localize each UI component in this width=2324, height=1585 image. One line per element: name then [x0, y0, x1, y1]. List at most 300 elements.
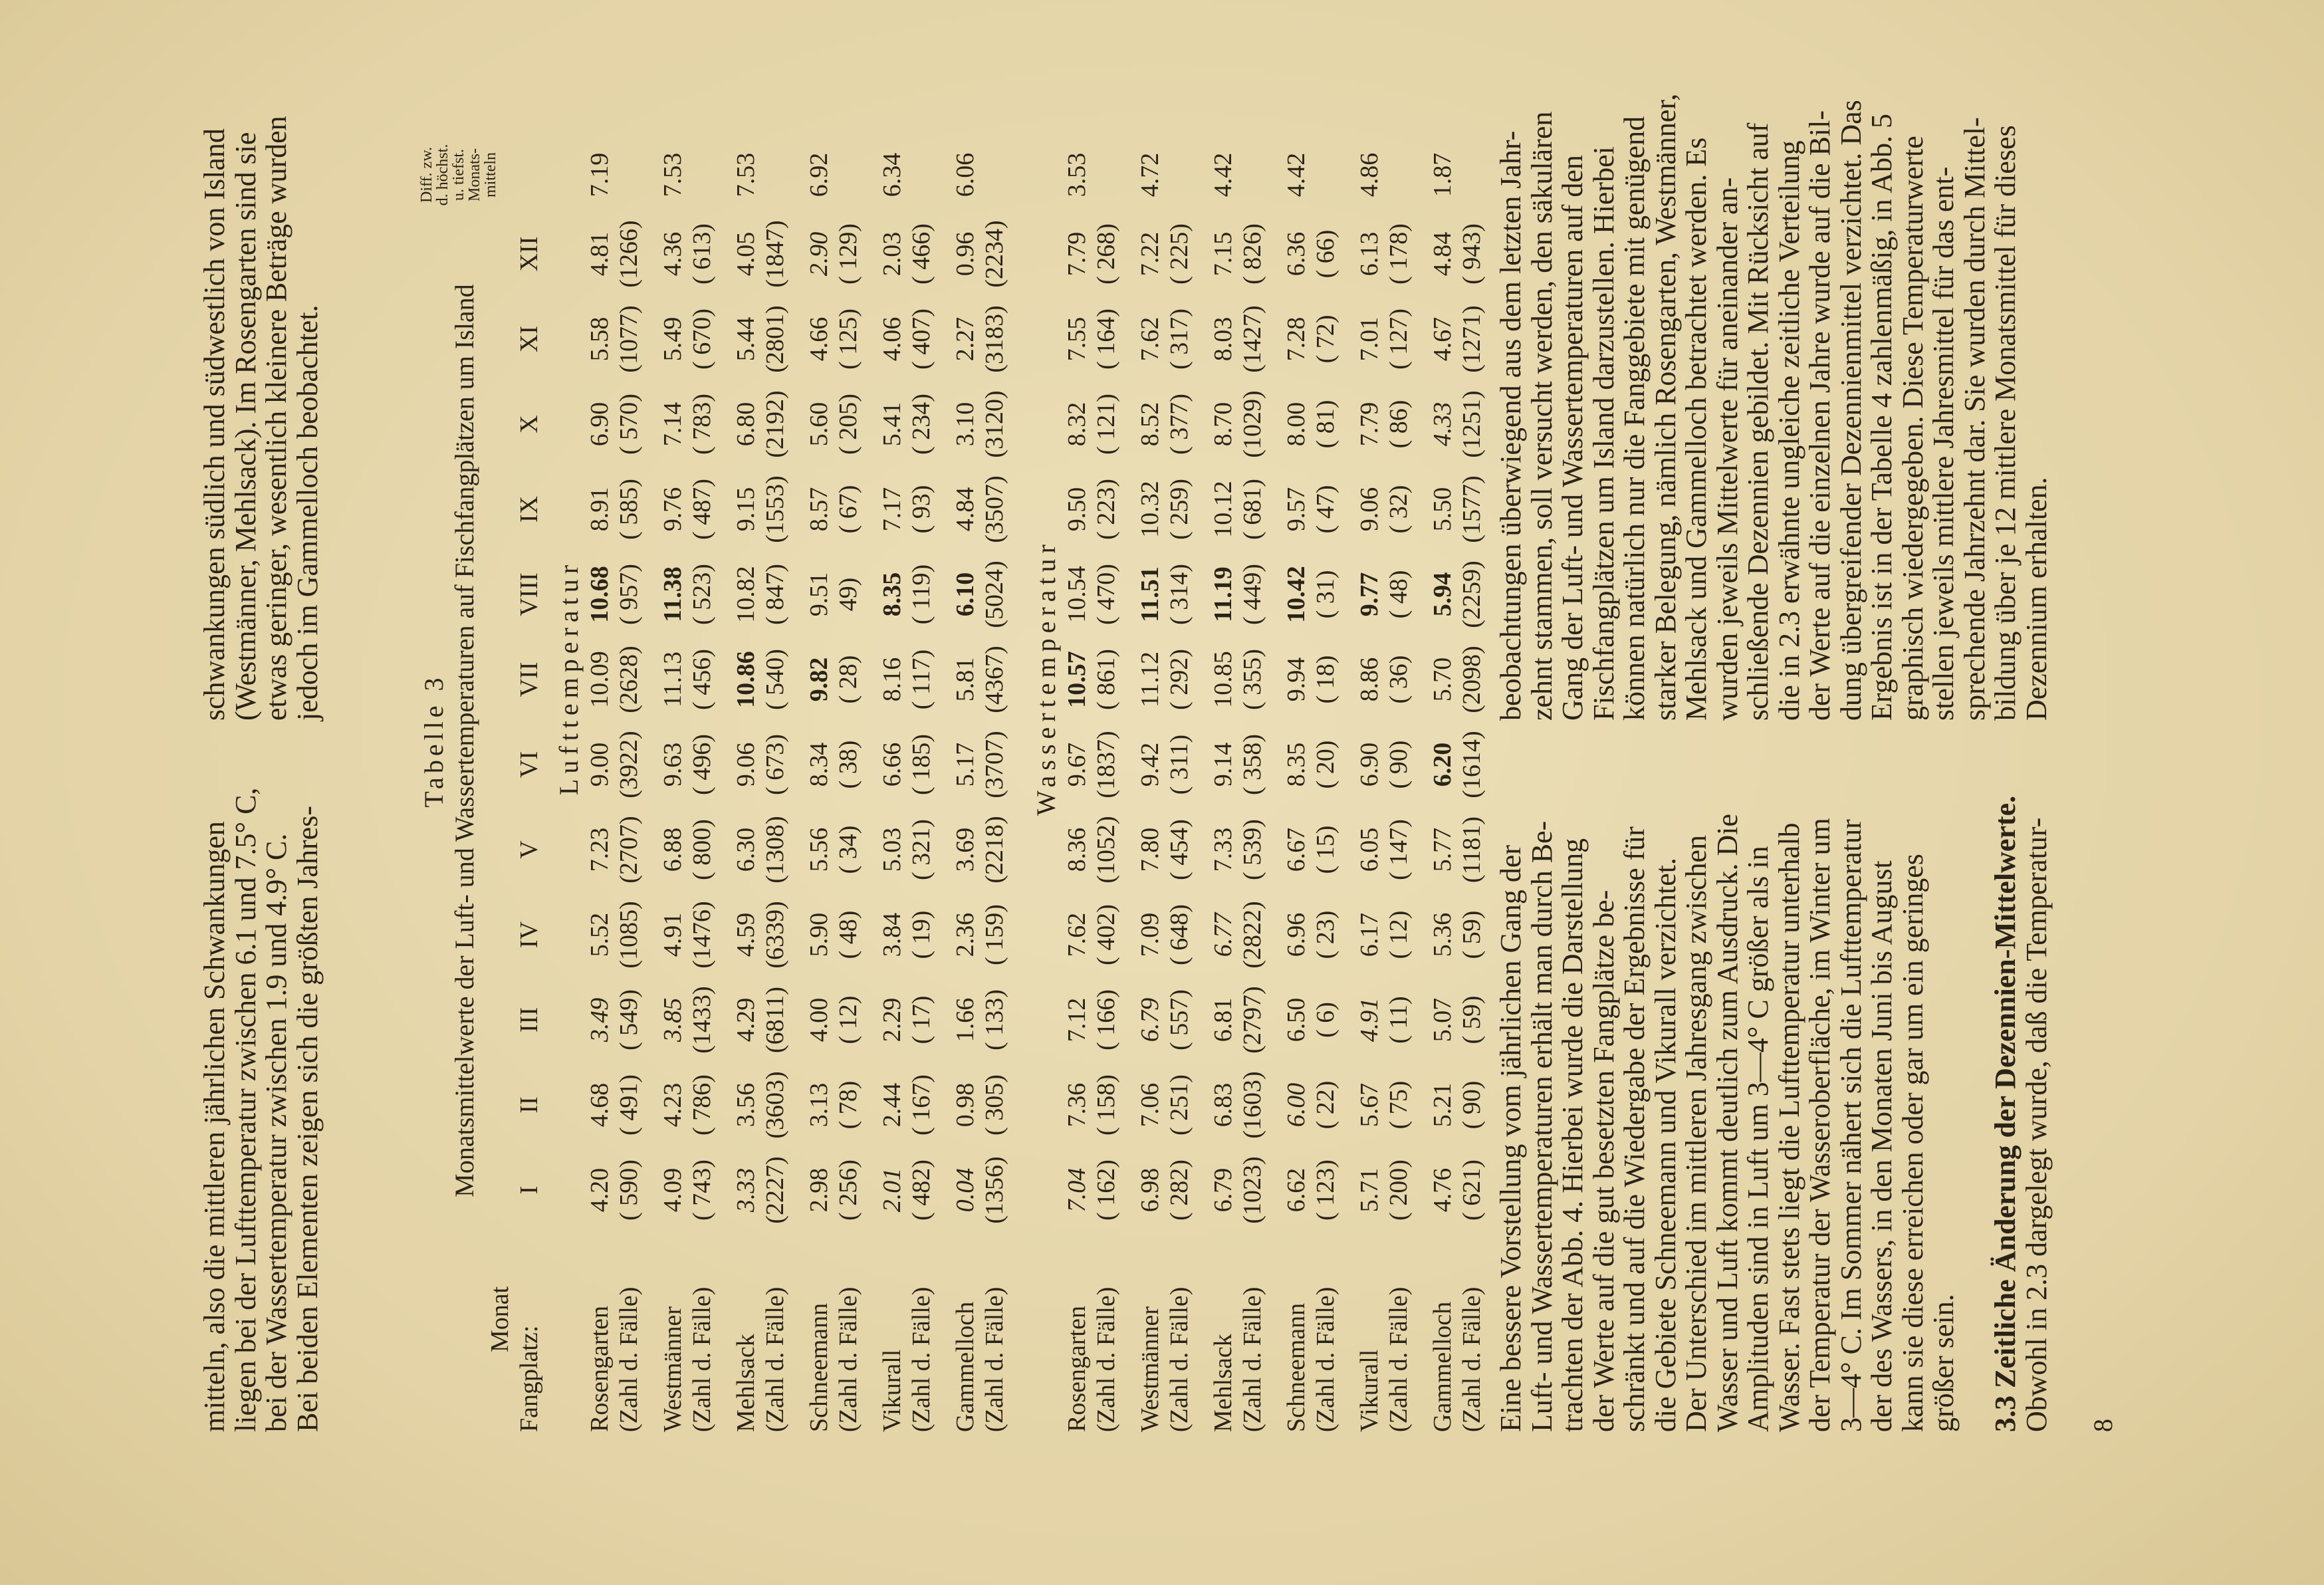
- value-cell: 8.35: [1282, 742, 1310, 787]
- spacer: [1960, 761, 1991, 1432]
- value-cell: 10.54: [1063, 566, 1091, 623]
- count-label: (Zahl d. Fälle): [1238, 1286, 1266, 1432]
- count-label: (Zahl d. Fälle): [1312, 1286, 1339, 1432]
- value-cell: 7.55: [1063, 316, 1091, 362]
- table-row-counts: [1092, 16, 1121, 1432]
- value-cell: 9.94: [1282, 657, 1310, 702]
- value-cell: 4.36: [659, 231, 687, 277]
- count-cell: ( 48): [834, 910, 862, 959]
- count-cell: ( 861): [1092, 649, 1120, 710]
- value-cell: 6.10: [951, 572, 979, 617]
- value-cell: 2.44: [878, 1082, 906, 1128]
- count-cell: ( 147): [1385, 819, 1413, 880]
- text-line: liegen bei der Lufttemperatur zwischen 6.1 und 7.5° C,: [229, 787, 262, 1432]
- value-cell: 6.88: [659, 827, 687, 872]
- count-cell: ( 164): [1092, 308, 1120, 370]
- value-cell: 9.00: [586, 742, 614, 787]
- count-cell: ( 75): [1385, 1080, 1413, 1130]
- count-cell: (1029): [1238, 390, 1266, 458]
- count-cell: ( 590): [615, 1159, 643, 1221]
- diff-cell: 7.19: [586, 152, 614, 197]
- value-cell: 5.21: [1429, 1082, 1456, 1128]
- table-row-values: [1428, 16, 1457, 1432]
- count-cell: ( 358): [1238, 734, 1266, 795]
- value-cell: 6.30: [732, 827, 760, 872]
- count-cell: ( 454): [1165, 819, 1193, 880]
- count-cell: ( 449): [1238, 564, 1266, 625]
- value-cell: 0.96: [951, 231, 979, 277]
- count-cell: (3707): [981, 731, 1008, 798]
- count-cell: ( 681): [1238, 479, 1266, 540]
- count-cell: ( 66): [1312, 229, 1339, 279]
- count-cell: ( 81): [1312, 400, 1339, 449]
- count-cell: ( 402): [1092, 904, 1120, 965]
- value-cell: 6.13: [1355, 231, 1383, 277]
- value-cell: 2.01: [878, 1167, 906, 1213]
- value-cell: 3.33: [732, 1167, 760, 1213]
- value-cell: 5.94: [1429, 572, 1456, 617]
- value-cell: 9.42: [1136, 742, 1164, 787]
- count-cell: (2797): [1238, 986, 1266, 1054]
- table-title: Monatsmittelwerte der Luft- und Wassertemperaturen auf Fischfangplätzen um Island: [449, 284, 479, 1197]
- table-header-months: [515, 16, 544, 1432]
- table-row-counts: [614, 16, 643, 1432]
- value-cell: 4.20: [586, 1167, 614, 1213]
- value-cell: 6.66: [878, 742, 906, 787]
- count-cell: ( 129): [834, 223, 862, 285]
- count-cell: (1085): [615, 901, 643, 969]
- value-cell: 6.67: [1282, 827, 1310, 872]
- count-cell: ( 496): [688, 734, 716, 795]
- count-label: (Zahl d. Fälle): [834, 1286, 862, 1432]
- value-cell: 7.14: [659, 402, 687, 447]
- count-cell: ( 355): [1238, 649, 1266, 710]
- value-cell: 4.06: [878, 316, 906, 362]
- value-cell: 10.12: [1209, 481, 1237, 538]
- table-row-values: [877, 16, 907, 1432]
- count-cell: ( 59): [1458, 995, 1486, 1044]
- value-cell: 5.49: [659, 316, 687, 362]
- table-row-values: [731, 16, 760, 1432]
- value-cell: 8.34: [805, 742, 833, 787]
- table-row-values: [1135, 16, 1165, 1432]
- value-cell: 6.96: [1282, 912, 1310, 957]
- text-line: Dezennium erhalten.: [2020, 477, 2053, 721]
- count-cell: ( 225): [1165, 223, 1193, 285]
- value-cell: 10.68: [586, 566, 614, 623]
- count-cell: ( 86): [1385, 400, 1413, 449]
- value-cell: 9.15: [732, 487, 760, 532]
- value-cell: 7.12: [1063, 997, 1091, 1042]
- count-cell: ( 539): [1238, 819, 1266, 880]
- table-row-values: [1209, 16, 1238, 1432]
- text-line: jedoch im Gammelloch beobachtet.: [290, 305, 324, 721]
- diff-cell: 4.72: [1136, 152, 1164, 197]
- count-cell: ( 67): [834, 485, 862, 534]
- count-cell: ( 90): [1458, 1080, 1486, 1130]
- text-line: starker Belegung, nämlich Rosengarten, Westmänner,: [1649, 93, 1682, 721]
- value-cell: 7.04: [1063, 1167, 1091, 1213]
- value-cell: 9.76: [659, 487, 687, 532]
- count-cell: (2822): [1238, 901, 1266, 969]
- count-cell: (6811): [761, 987, 789, 1053]
- place-name: Rosengarten: [586, 1306, 614, 1432]
- diff-cell: 1.87: [1429, 152, 1456, 197]
- value-cell: 9.77: [1355, 572, 1383, 617]
- monat-header: Monat: [486, 1286, 514, 1352]
- count-cell: (2192): [761, 390, 789, 458]
- value-cell: 10.86: [732, 651, 760, 708]
- fangplatz-header: Fangplatz:: [515, 1325, 543, 1432]
- text-line: der Werte auf die einzelnen Jahre wurde auf die Bil-: [1803, 110, 1836, 721]
- count-cell: ( 127): [1385, 308, 1413, 370]
- count-cell: ( 125): [834, 308, 862, 370]
- value-cell: 6.80: [732, 402, 760, 447]
- text-line: bildung über je 12 mittlere Monatsmittel für dieses: [1989, 125, 2022, 721]
- count-cell: ( 557): [1165, 989, 1193, 1050]
- value-cell: 10.42: [1282, 566, 1310, 623]
- text-line: beobachtungen überwiegend aus dem letzten Jahr-: [1494, 130, 1527, 721]
- count-cell: ( 28): [834, 655, 862, 704]
- value-cell: 4.67: [1429, 316, 1456, 362]
- count-cell: ( 133): [981, 989, 1008, 1050]
- text-line: größer sein.: [1927, 1294, 1960, 1432]
- value-cell: 5.17: [951, 742, 979, 787]
- count-cell: ( 670): [688, 308, 716, 370]
- text-line: Fischfangplätzen um Island darzustellen. Hierbei: [1587, 146, 1620, 721]
- month-header-XII: XII: [515, 236, 543, 272]
- count-cell: ( 59): [1458, 910, 1486, 959]
- diff-header-line: d. höchst.: [434, 144, 451, 206]
- text-line: Mehlsack und Gammelloch betrachtet werden. Es: [1680, 137, 1712, 721]
- text-line: zehnt stammen, soll versucht werden, den säkulären: [1525, 111, 1558, 721]
- value-cell: 5.71: [1355, 1167, 1383, 1213]
- value-cell: 11.38: [659, 566, 687, 622]
- count-cell: ( 800): [688, 819, 716, 880]
- value-cell: 7.79: [1355, 402, 1383, 447]
- count-cell: (1433): [688, 986, 716, 1054]
- value-cell: 7.01: [1355, 316, 1383, 362]
- place-name: Mehlsack: [1209, 1334, 1237, 1432]
- count-cell: ( 786): [688, 1074, 716, 1136]
- diff-cell: 6.92: [805, 152, 833, 197]
- count-cell: ( 407): [907, 308, 935, 370]
- count-cell: ( 256): [834, 1159, 862, 1221]
- value-cell: 6.17: [1355, 912, 1383, 957]
- text-line: sprechende Jahrzehnt dar. Sie wurden durch Mittel-: [1958, 117, 1991, 721]
- count-cell: (1181): [1458, 816, 1486, 883]
- value-cell: 7.17: [878, 487, 906, 532]
- count-cell: ( 957): [615, 564, 643, 625]
- place-name: Vikurall: [1355, 1349, 1383, 1432]
- count-cell: (4367): [981, 646, 1008, 713]
- count-cell: ( 20): [1312, 740, 1339, 789]
- text-line: Obwohl in 2.3 dargelegt wurde, daß die Temperatur-: [2020, 817, 2053, 1432]
- table-label: Tabelle 3: [419, 673, 449, 808]
- count-cell: (1614): [1458, 731, 1486, 798]
- text-line: die Gebiete Schneemann und Vikurall verzichtet.: [1649, 857, 1682, 1432]
- count-cell: ( 292): [1165, 649, 1193, 710]
- value-cell: 3.49: [586, 997, 614, 1042]
- count-cell: ( 305): [981, 1074, 1008, 1136]
- count-cell: (1266): [615, 220, 643, 288]
- count-cell: ( 162): [1092, 1159, 1120, 1221]
- text-line: etwas geringer, wesentlich kleinere Beträge wurden: [260, 116, 292, 721]
- value-cell: 5.90: [805, 912, 833, 957]
- month-header-XI: XI: [515, 325, 543, 353]
- value-cell: 8.36: [1063, 827, 1091, 872]
- count-cell: ( 12): [1385, 910, 1413, 959]
- count-cell: ( 648): [1165, 904, 1193, 965]
- value-cell: 4.09: [659, 1167, 687, 1213]
- count-cell: (1023): [1238, 1156, 1266, 1224]
- value-cell: 6.90: [586, 402, 614, 447]
- count-cell: ( 282): [1165, 1159, 1193, 1221]
- value-cell: 4.68: [586, 1082, 614, 1128]
- count-label: (Zahl d. Fälle): [688, 1286, 716, 1432]
- table-row-values: [658, 16, 687, 1432]
- value-cell: 7.33: [1209, 827, 1237, 872]
- value-cell: 3.13: [805, 1082, 833, 1128]
- value-cell: 9.82: [805, 657, 833, 702]
- month-header-I: I: [515, 1185, 543, 1195]
- diff-cell: 7.53: [732, 152, 760, 197]
- value-cell: 5.70: [1429, 657, 1456, 702]
- text-line: die in 2.3 erwähnte ungleiche zeitliche Verteilung: [1772, 140, 1805, 721]
- value-cell: 11.51: [1136, 566, 1164, 622]
- count-cell: (1847): [761, 220, 789, 288]
- count-cell: ( 6): [1312, 1002, 1339, 1038]
- value-cell: 4.23: [659, 1082, 687, 1128]
- count-cell: ( 259): [1165, 479, 1193, 540]
- value-cell: 1.66: [951, 997, 979, 1042]
- value-cell: 7.79: [1063, 231, 1091, 277]
- place-name: Westmänner: [1136, 1306, 1164, 1432]
- value-cell: 4.91: [1355, 997, 1383, 1042]
- table-row-values: [1282, 16, 1311, 1432]
- value-cell: 5.07: [1429, 997, 1456, 1042]
- paragraph-bottom-left: [1496, 761, 2052, 1432]
- count-cell: ( 234): [907, 394, 935, 455]
- count-cell: ( 19): [907, 910, 935, 959]
- place-name: Schneemann: [805, 1302, 833, 1432]
- count-cell: ( 11): [1385, 996, 1413, 1044]
- month-header-VI: VI: [515, 751, 543, 779]
- value-cell: 4.91: [659, 912, 687, 957]
- text-line: schränkt und auf die Wiedergabe der Ergebnisse für: [1618, 826, 1651, 1432]
- value-cell: 7.15: [1209, 231, 1237, 277]
- page-number: 8: [2088, 1419, 2118, 1432]
- value-cell: 5.77: [1429, 827, 1456, 872]
- value-cell: 9.63: [659, 742, 687, 787]
- count-cell: ( 72): [1312, 314, 1339, 364]
- count-cell: ( 223): [1092, 479, 1120, 540]
- value-cell: 4.84: [951, 487, 979, 532]
- value-cell: 8.35: [878, 572, 906, 617]
- value-cell: 7.62: [1063, 912, 1091, 957]
- diff-cell: 4.86: [1355, 152, 1383, 197]
- count-cell: ( 613): [688, 223, 716, 285]
- text-line: Bei beiden Elementen zeigen sich die größten Jahres-: [290, 806, 324, 1432]
- count-cell: ( 121): [1092, 394, 1120, 455]
- count-cell: ( 15): [1312, 825, 1339, 874]
- value-cell: 4.84: [1429, 231, 1456, 277]
- place-name: Schneemann: [1282, 1302, 1310, 1432]
- value-cell: 9.51: [805, 572, 833, 617]
- value-cell: 5.44: [732, 316, 760, 362]
- text-line: bei der Wassertemperatur zwischen 1.9 und 4.9° C.: [260, 833, 292, 1432]
- count-cell: ( 377): [1165, 394, 1193, 455]
- value-cell: 5.58: [586, 316, 614, 362]
- value-cell: 6.20: [1429, 742, 1456, 787]
- value-cell: 6.62: [1282, 1167, 1310, 1213]
- value-cell: 9.14: [1209, 742, 1237, 787]
- value-cell: 6.79: [1209, 1167, 1237, 1213]
- text-line: wurden jeweils Mittelwerte für aneinander an-: [1710, 177, 1744, 721]
- count-cell: (1553): [761, 475, 789, 543]
- count-cell: ( 93): [907, 485, 935, 534]
- value-cell: 7.09: [1136, 912, 1164, 957]
- value-cell: 5.36: [1429, 912, 1456, 957]
- count-cell: ( 311): [1165, 734, 1193, 795]
- count-cell: ( 826): [1238, 223, 1266, 285]
- table-row-counts: [760, 16, 790, 1432]
- section-title: Wassertemperatur: [1031, 539, 1061, 816]
- value-cell: 2.03: [878, 231, 906, 277]
- table-row-counts: [1311, 16, 1340, 1432]
- value-cell: 11.12: [1136, 651, 1164, 708]
- text-line: der des Wassers, in den Monaten Juni bis August: [1865, 860, 1898, 1432]
- value-cell: 5.41: [878, 402, 906, 447]
- table-row-counts: [1165, 16, 1194, 1432]
- count-cell: ( 123): [1312, 1159, 1339, 1221]
- value-cell: 7.80: [1136, 827, 1164, 872]
- value-cell: 5.56: [805, 827, 833, 872]
- count-cell: (3507): [981, 475, 1008, 543]
- count-cell: ( 847): [761, 564, 789, 625]
- text-line: Wasser und Luft kommt deutlich zum Ausdruck. Die: [1710, 813, 1744, 1432]
- count-cell: (1077): [615, 305, 643, 373]
- count-cell: ( 47): [1312, 485, 1339, 534]
- value-cell: 5.60: [805, 402, 833, 447]
- value-cell: 5.03: [878, 827, 906, 872]
- diff-header-line: u. tiefst.: [450, 149, 467, 201]
- text-line: schwankungen südlich und südwestlich von Island: [198, 128, 231, 721]
- text-line: trachten der Abb. 4. Hierbei wurde die Darstellung: [1556, 838, 1589, 1432]
- count-cell: (2098): [1458, 646, 1486, 713]
- text-line: Luft- und Wassertemperaturen erhält man durch Be-: [1525, 820, 1558, 1432]
- count-label: (Zahl d. Fälle): [981, 1286, 1008, 1432]
- count-cell: ( 491): [615, 1074, 643, 1136]
- count-cell: (3603): [761, 1071, 789, 1139]
- section-title: Lufttemperatur: [554, 559, 584, 796]
- value-cell: 6.83: [1209, 1082, 1237, 1128]
- table-row-counts: [1384, 16, 1413, 1432]
- value-cell: 6.50: [1282, 997, 1310, 1042]
- place-name: Westmänner: [659, 1306, 687, 1432]
- place-name: Mehlsack: [732, 1334, 760, 1432]
- count-cell: ( 36): [1385, 655, 1413, 704]
- table-row-counts: [1457, 16, 1486, 1432]
- count-cell: (1356): [981, 1156, 1008, 1224]
- count-cell: ( 23): [1312, 910, 1339, 959]
- table-row-values: [951, 16, 980, 1432]
- month-header-VIII: VIII: [515, 572, 543, 616]
- count-cell: (2707): [615, 816, 643, 884]
- count-cell: ( 743): [688, 1159, 716, 1221]
- count-cell: ( 90): [1385, 740, 1413, 789]
- count-cell: (2227): [761, 1156, 789, 1224]
- value-cell: 2.90: [805, 231, 833, 277]
- value-cell: 6.79: [1136, 997, 1164, 1042]
- value-cell: 0.04: [951, 1167, 979, 1213]
- value-cell: 7.22: [1136, 231, 1164, 277]
- diff-cell: 6.34: [878, 152, 906, 197]
- count-label: (Zahl d. Fälle): [615, 1286, 643, 1432]
- count-cell: ( 943): [1458, 223, 1486, 285]
- count-cell: (2628): [615, 646, 643, 713]
- table-row-counts: [834, 16, 863, 1432]
- count-cell: ( 31): [1312, 570, 1339, 619]
- table-row-values: [1062, 16, 1092, 1432]
- count-cell: ( 585): [615, 479, 643, 540]
- count-cell: ( 119): [907, 564, 935, 625]
- count-cell: ( 470): [1092, 564, 1120, 625]
- text-line: stellen jeweils mittlere Jahresmittel für das ent-: [1927, 166, 1960, 721]
- place-name: Gammelloch: [951, 1301, 979, 1432]
- count-cell: (3922): [615, 731, 643, 798]
- table-row-values: [1355, 16, 1384, 1432]
- value-cell: 9.50: [1063, 487, 1091, 532]
- value-cell: 3.85: [659, 997, 687, 1042]
- count-cell: (1052): [1092, 816, 1120, 884]
- text-line: Der Unterschied im mittleren Jahresgang zwischen: [1680, 834, 1712, 1432]
- place-name: Rosengarten: [1063, 1306, 1091, 1432]
- value-cell: 10.32: [1136, 481, 1164, 538]
- diff-header-line: mitteln: [482, 152, 499, 197]
- value-cell: 2.27: [951, 316, 979, 362]
- value-cell: 6.05: [1355, 827, 1383, 872]
- table-row-counts: [687, 16, 717, 1432]
- text-line: schließende Dezennien gebildet. Mit Rücksicht auf: [1742, 122, 1774, 721]
- count-cell: ( 621): [1458, 1159, 1486, 1221]
- diff-header: [419, 138, 499, 211]
- diff-header-line: Diff. zw.: [418, 147, 435, 203]
- paragraph-top-right: [199, 49, 323, 721]
- value-cell: 9.67: [1063, 742, 1091, 787]
- table-row-counts: [907, 16, 936, 1432]
- table-row-counts: [980, 16, 1009, 1432]
- count-cell: ( 205): [834, 394, 862, 455]
- count-label: (Zahl d. Fälle): [1385, 1286, 1413, 1432]
- value-cell: 8.57: [805, 487, 833, 532]
- value-cell: 9.06: [732, 742, 760, 787]
- diff-cell: 3.53: [1063, 152, 1091, 197]
- text-line: der Temperatur der Wasseroberfläche, im Winter um: [1803, 818, 1836, 1432]
- count-cell: (5024): [981, 560, 1008, 628]
- text-line: der Werte auf die gut besetzten Fangplätze be-: [1587, 890, 1620, 1432]
- count-cell: ( 783): [688, 394, 716, 455]
- month-header-II: II: [515, 1096, 543, 1114]
- text-line: können natürlich nur die Fanggebiete mit genügend: [1618, 116, 1651, 721]
- table-header-monat: [482, 16, 515, 1432]
- value-cell: 8.00: [1282, 402, 1310, 447]
- value-cell: 6.77: [1209, 912, 1237, 957]
- count-cell: (3183): [981, 305, 1008, 373]
- count-cell: (1476): [688, 901, 716, 969]
- text-line: dung übergreifender Dezennienmittel verzichtet. Das: [1834, 100, 1867, 721]
- value-cell: 10.57: [1063, 651, 1091, 708]
